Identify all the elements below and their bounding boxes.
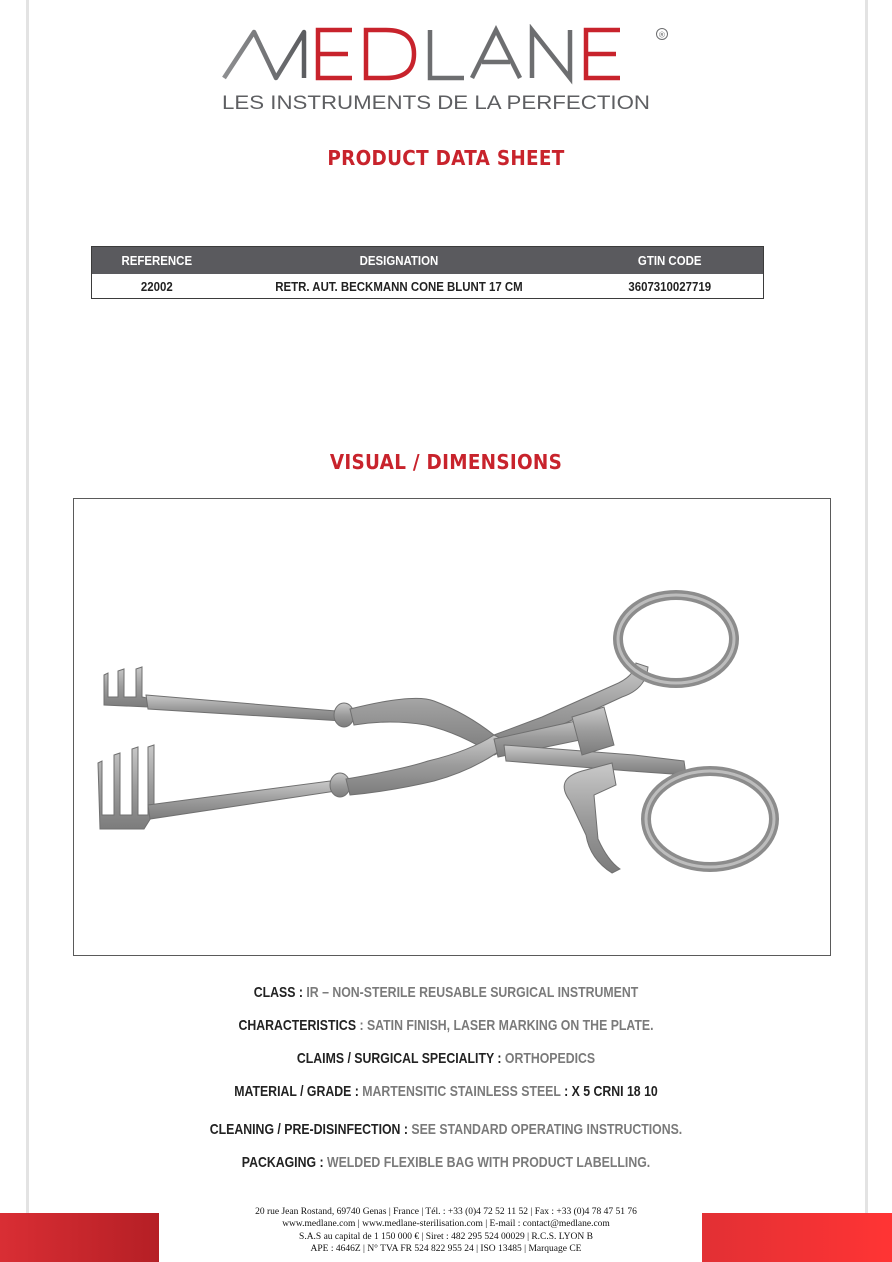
spec-class-value: IR – NON-STERILE REUSABLE SURGICAL INSTRUMENT (306, 984, 639, 1001)
spec-cleaning-key: CLEANING / PRE-DISINFECTION : (209, 1121, 412, 1138)
spec-class-key: CLASS : (253, 984, 307, 1001)
medlane-logo (220, 24, 672, 114)
footer-address: 20 rue Jean Rostand, 69740 Genas | France | Tél. : +33 (0)4 72 52 11 52 | Fax : +33 (0)4 78 47 51 76 (255, 1207, 637, 1217)
spec-cleaning-value: SEE STANDARD OPERATING INSTRUCTIONS. (411, 1121, 683, 1138)
spec-characteristics-key: CHARACTERISTICS (238, 1017, 360, 1034)
spec-characteristics-value: : SATIN FINISH, LASER MARKING ON THE PLATE. (359, 1017, 654, 1034)
cell-gtin: 3607310027719 (627, 278, 711, 294)
spec-claims-key: CLAIMS / SURGICAL SPECIALITY : (296, 1050, 505, 1067)
footer-legal: S.A.S au capital de 1 150 000 € | Siret : 482 295 524 00029 | R.C.S. LYON B (299, 1231, 593, 1242)
registered-mark: ® (659, 30, 665, 40)
product-data-sheet-title: PRODUCT DATA SHEET (327, 146, 565, 170)
spec-packaging-key: PACKAGING : (241, 1154, 327, 1171)
visual-dimensions-title: VISUAL / DIMENSIONS (329, 450, 563, 474)
retractor-image (74, 499, 830, 955)
spec-claims-value: ORTHOPEDICS (504, 1050, 596, 1067)
footer-web: www.medlane.com | www.medlane-sterilisation.com | E-mail : contact@medlane.com (282, 1219, 610, 1230)
left-border (26, 0, 29, 1262)
company-footer (0, 1206, 892, 1255)
spec-material (80, 1083, 811, 1100)
reference-table (91, 246, 764, 299)
spec-material-grade: : X 5 CRNI 18 10 (564, 1083, 658, 1100)
header-reference: REFERENCE (121, 253, 193, 268)
header-designation: DESIGNATION (359, 253, 438, 268)
product-visual-frame (73, 498, 831, 956)
spec-claims (80, 1050, 811, 1067)
cell-designation: RETR. AUT. BECKMANN CONE BLUNT 17 CM (274, 278, 523, 294)
spec-material-key: MATERIAL / GRADE : (234, 1083, 363, 1100)
spec-packaging (80, 1154, 811, 1171)
right-border (865, 0, 868, 1262)
spec-material-value: MARTENSITIC STAINLESS STEEL (362, 1083, 565, 1100)
cell-reference: 22002 (140, 278, 173, 294)
brand-tagline: LES INSTRUMENTS DE LA PERFECTION (222, 92, 650, 114)
spec-cleaning (80, 1121, 811, 1138)
header-gtin: GTIN CODE (637, 253, 702, 268)
spec-characteristics (80, 1017, 811, 1034)
spec-packaging-value: WELDED FLEXIBLE BAG WITH PRODUCT LABELLING. (326, 1154, 651, 1171)
spec-class (80, 984, 811, 1001)
table-header-row (92, 247, 763, 274)
table-row (92, 274, 763, 298)
footer-certifications: APE : 4646Z | N° TVA FR 524 822 955 24 | ISO 13485 | Marquage CE (310, 1243, 582, 1254)
